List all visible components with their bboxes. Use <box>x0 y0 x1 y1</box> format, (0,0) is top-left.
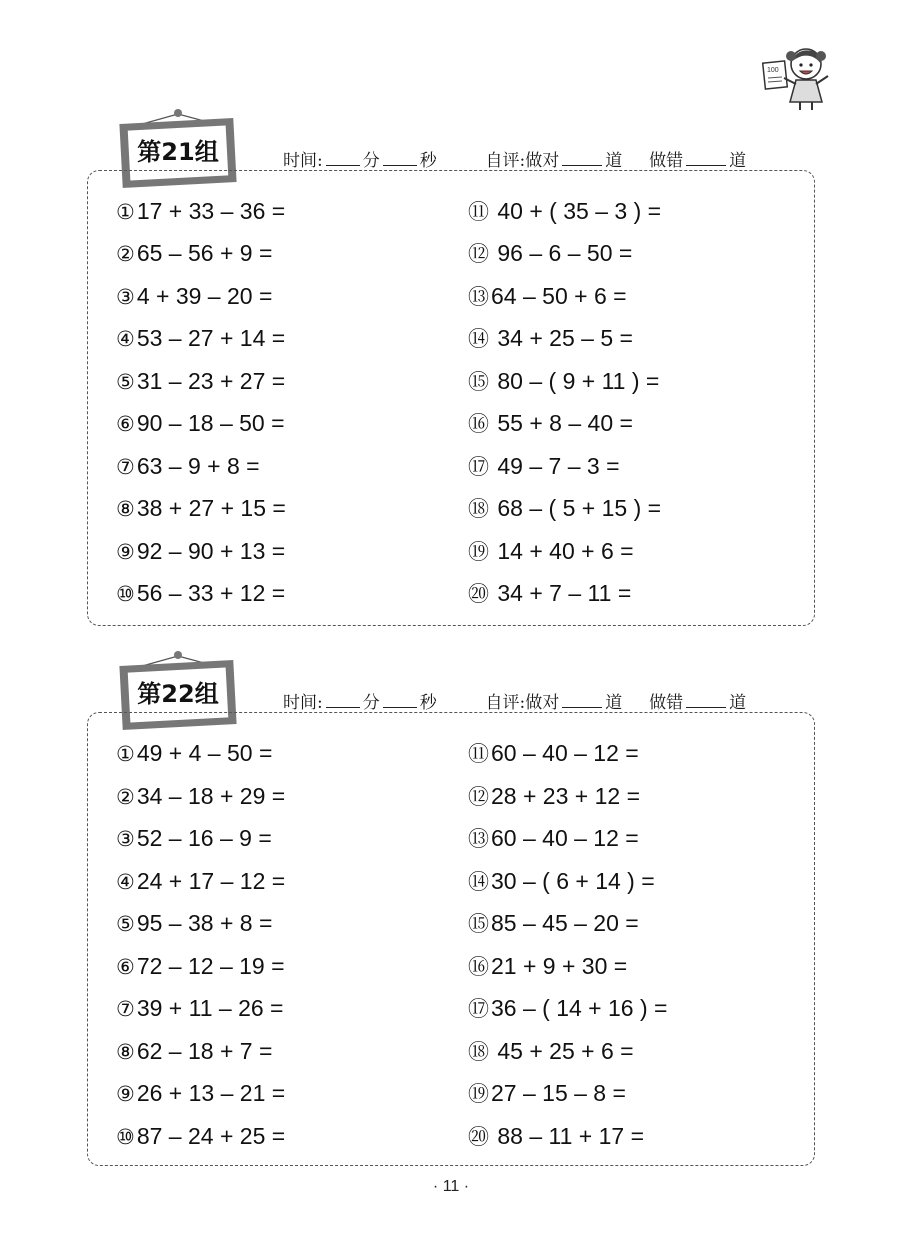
correct-count-blank[interactable] <box>562 693 602 708</box>
problem-item: ⑪ 40 + ( 35 – 3 ) = <box>468 198 662 224</box>
time-label: 时间: <box>283 693 323 713</box>
minute-blank[interactable] <box>326 151 360 166</box>
problem-item: ⑬64 – 50 + 6 = <box>468 283 627 309</box>
wrong-count-blank[interactable] <box>686 151 726 166</box>
problem-item: ⑲27 – 15 – 8 = <box>468 1080 626 1106</box>
problem-item: ④24 + 17 – 12 = <box>116 868 286 894</box>
page-number: · 11 · <box>432 1178 470 1195</box>
minute-blank[interactable] <box>326 693 360 708</box>
problem-item: ⑱ 68 – ( 5 + 15 ) = <box>468 495 662 521</box>
problem-item: ⑮ 80 – ( 9 + 11 ) = <box>468 368 660 394</box>
problem-item: ⑤95 – 38 + 8 = <box>116 910 273 936</box>
problem-item: ①49 + 4 – 50 = <box>116 740 273 766</box>
score-header <box>283 146 803 171</box>
problem-item: ④53 – 27 + 14 = <box>116 325 286 351</box>
problem-item: ⑮85 – 45 – 20 = <box>468 910 639 936</box>
correct-unit: 道 <box>605 693 623 713</box>
correct-count-blank[interactable] <box>562 151 602 166</box>
problem-item: ①17 + 33 – 36 = <box>116 198 286 224</box>
problem-item: ⑳ 34 + 7 – 11 = <box>468 580 632 606</box>
problems-frame <box>87 712 815 1166</box>
second-label: 秒 <box>419 151 437 171</box>
problem-item: ⑥90 – 18 – 50 = <box>116 410 285 436</box>
score-header <box>283 688 803 713</box>
problem-item: ⑧38 + 27 + 15 = <box>116 495 286 521</box>
group-title: 第22组 <box>137 680 219 708</box>
girl-holding-paper-icon <box>758 40 838 112</box>
problems-frame <box>87 170 815 626</box>
mascot-illustration <box>758 40 838 112</box>
self-eval-label: 自评:做对 <box>485 151 560 171</box>
second-blank[interactable] <box>383 693 417 708</box>
problem-item: ③4 + 39 – 20 = <box>116 283 273 309</box>
problem-item: ⑧62 – 18 + 7 = <box>116 1038 273 1064</box>
problem-item: ⑯ 55 + 8 – 40 = <box>468 410 633 436</box>
problem-item: ⑫ 96 – 6 – 50 = <box>468 240 633 266</box>
problem-item: ②65 – 56 + 9 = <box>116 240 273 266</box>
group-title: 第21组 <box>137 138 219 166</box>
minute-label: 分 <box>362 693 380 713</box>
wrong-label: 做错 <box>649 693 684 713</box>
problem-item: ⑦63 – 9 + 8 = <box>116 453 260 479</box>
problem-item: ⑨92 – 90 + 13 = <box>116 538 286 564</box>
problem-item: ⑭ 34 + 25 – 5 = <box>468 325 633 351</box>
second-blank[interactable] <box>383 151 417 166</box>
problem-item: ⑨26 + 13 – 21 = <box>116 1080 286 1106</box>
problem-item: ⑯21 + 9 + 30 = <box>468 953 628 979</box>
wrong-unit: 道 <box>729 693 747 713</box>
problem-item: ⑩87 – 24 + 25 = <box>116 1123 286 1149</box>
problem-item: ⑭30 – ( 6 + 14 ) = <box>468 868 655 894</box>
minute-label: 分 <box>362 151 380 171</box>
wrong-count-blank[interactable] <box>686 693 726 708</box>
problem-item: ②34 – 18 + 29 = <box>116 783 286 809</box>
problem-item: ⑪60 – 40 – 12 = <box>468 740 639 766</box>
problem-item: ⑰36 – ( 14 + 16 ) = <box>468 995 668 1021</box>
wrong-label: 做错 <box>649 151 684 171</box>
problem-item: ⑫28 + 23 + 12 = <box>468 783 640 809</box>
paper-score-text: 100 <box>767 67 779 74</box>
problem-item: ⑰ 49 – 7 – 3 = <box>468 453 620 479</box>
correct-unit: 道 <box>605 151 623 171</box>
problem-item: ⑦39 + 11 – 26 = <box>116 995 284 1021</box>
problem-item: ③52 – 16 – 9 = <box>116 825 272 851</box>
wrong-unit: 道 <box>729 151 747 171</box>
problem-item: ⑥72 – 12 – 19 = <box>116 953 285 979</box>
problem-item: ⑲ 14 + 40 + 6 = <box>468 538 634 564</box>
second-label: 秒 <box>419 693 437 713</box>
problem-item: ⑤31 – 23 + 27 = <box>116 368 286 394</box>
problem-item: ⑩56 – 33 + 12 = <box>116 580 286 606</box>
time-label: 时间: <box>283 151 323 171</box>
problem-item: ⑬60 – 40 – 12 = <box>468 825 639 851</box>
self-eval-label: 自评:做对 <box>485 693 560 713</box>
problem-item: ⑱ 45 + 25 + 6 = <box>468 1038 634 1064</box>
problem-item: ⑳ 88 – 11 + 17 = <box>468 1123 645 1149</box>
